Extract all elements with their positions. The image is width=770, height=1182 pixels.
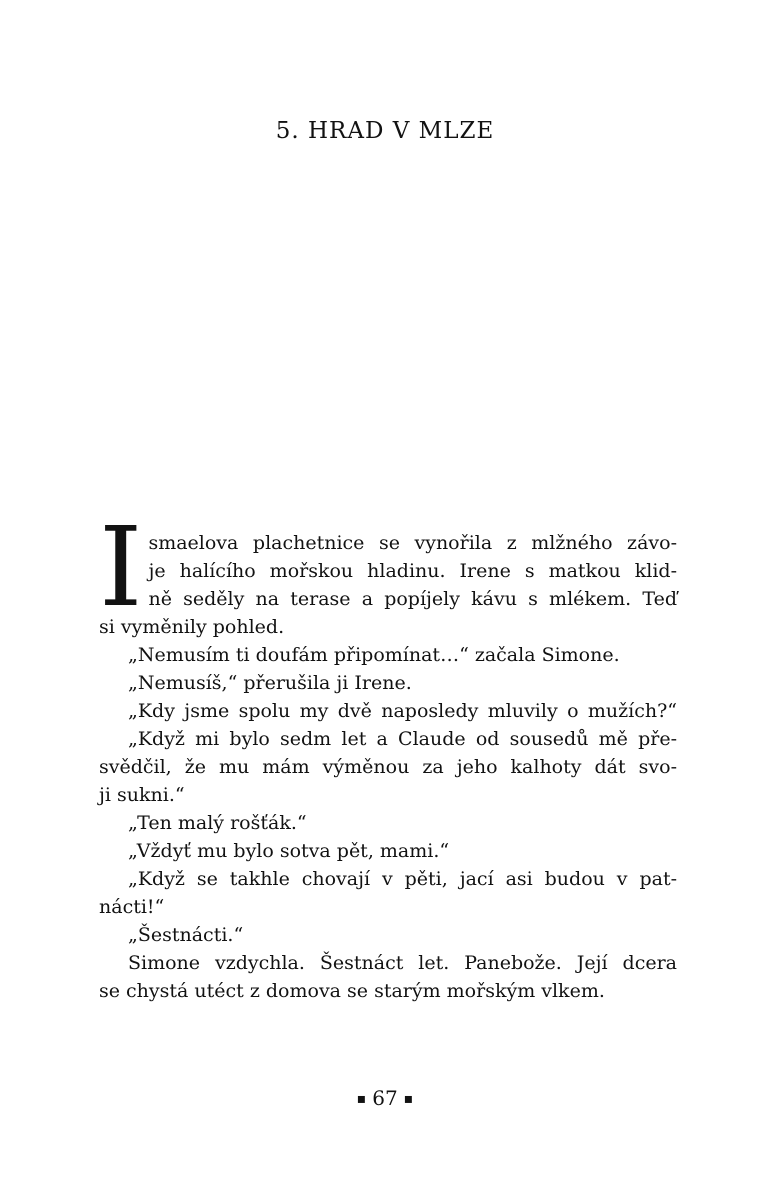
text-line: ji sukni.“ (99, 784, 185, 806)
text-line: smaelova plachetnice se vynořila z mlžného závo- (148, 532, 677, 554)
paragraph (99, 837, 677, 865)
paragraph (99, 641, 677, 669)
text-line: „Kdy jsme spolu my dvě naposledy mluvily o mužích?“ (128, 700, 677, 722)
chapter-title: 5. HRAD V MLZE (275, 118, 495, 144)
text-line: je halícího mořskou hladinu. Irene s matkou klid- (148, 560, 677, 582)
text-line: „Když mi bylo sedm let a Claude od sousedů mě pře- (128, 728, 677, 750)
footer-left-square-icon: ▪ (356, 1090, 367, 1107)
body-text (99, 503, 677, 1005)
text-line: „Ten malý rošťák.“ (128, 812, 307, 834)
page-number: 67 (372, 1086, 398, 1110)
paragraph (99, 725, 677, 809)
page-footer (0, 1084, 770, 1113)
paragraph (99, 949, 677, 1005)
text-line: „Když se takhle chovají v pěti, jací asi budou v pat- (128, 868, 677, 890)
paragraph (99, 865, 677, 921)
text-line: svědčil, že mu mám výměnou za jeho kalhoty dát svo- (99, 756, 677, 778)
text-line: ně seděly na terase a popíjely kávu s mlékem. Teď (148, 588, 677, 610)
text-line: se chystá utéct z domova se starým mořským vlkem. (99, 980, 605, 1002)
paragraph (99, 669, 677, 697)
text-line: „Vždyť mu bylo sotva pět, mami.“ (128, 840, 450, 862)
footer-right-square-icon: ▪ (403, 1090, 414, 1107)
paragraph (99, 697, 677, 725)
paragraph (99, 809, 677, 837)
text-line: „Nemusíš,“ přerušila ji Irene. (128, 672, 412, 694)
text-line: „Nemusím ti doufám připomínat…“ začala Simone. (128, 644, 620, 666)
text-line: Simone vzdychla. Šestnáct let. Panebože. Její dcera (128, 952, 677, 974)
text-line: nácti!“ (99, 896, 165, 918)
text-line: si vyměnily pohled. (99, 616, 285, 638)
paragraph (99, 503, 677, 641)
text-line: „Šestnácti.“ (128, 924, 244, 946)
paragraph (99, 921, 677, 949)
drop-cap-letter: I (99, 503, 143, 631)
